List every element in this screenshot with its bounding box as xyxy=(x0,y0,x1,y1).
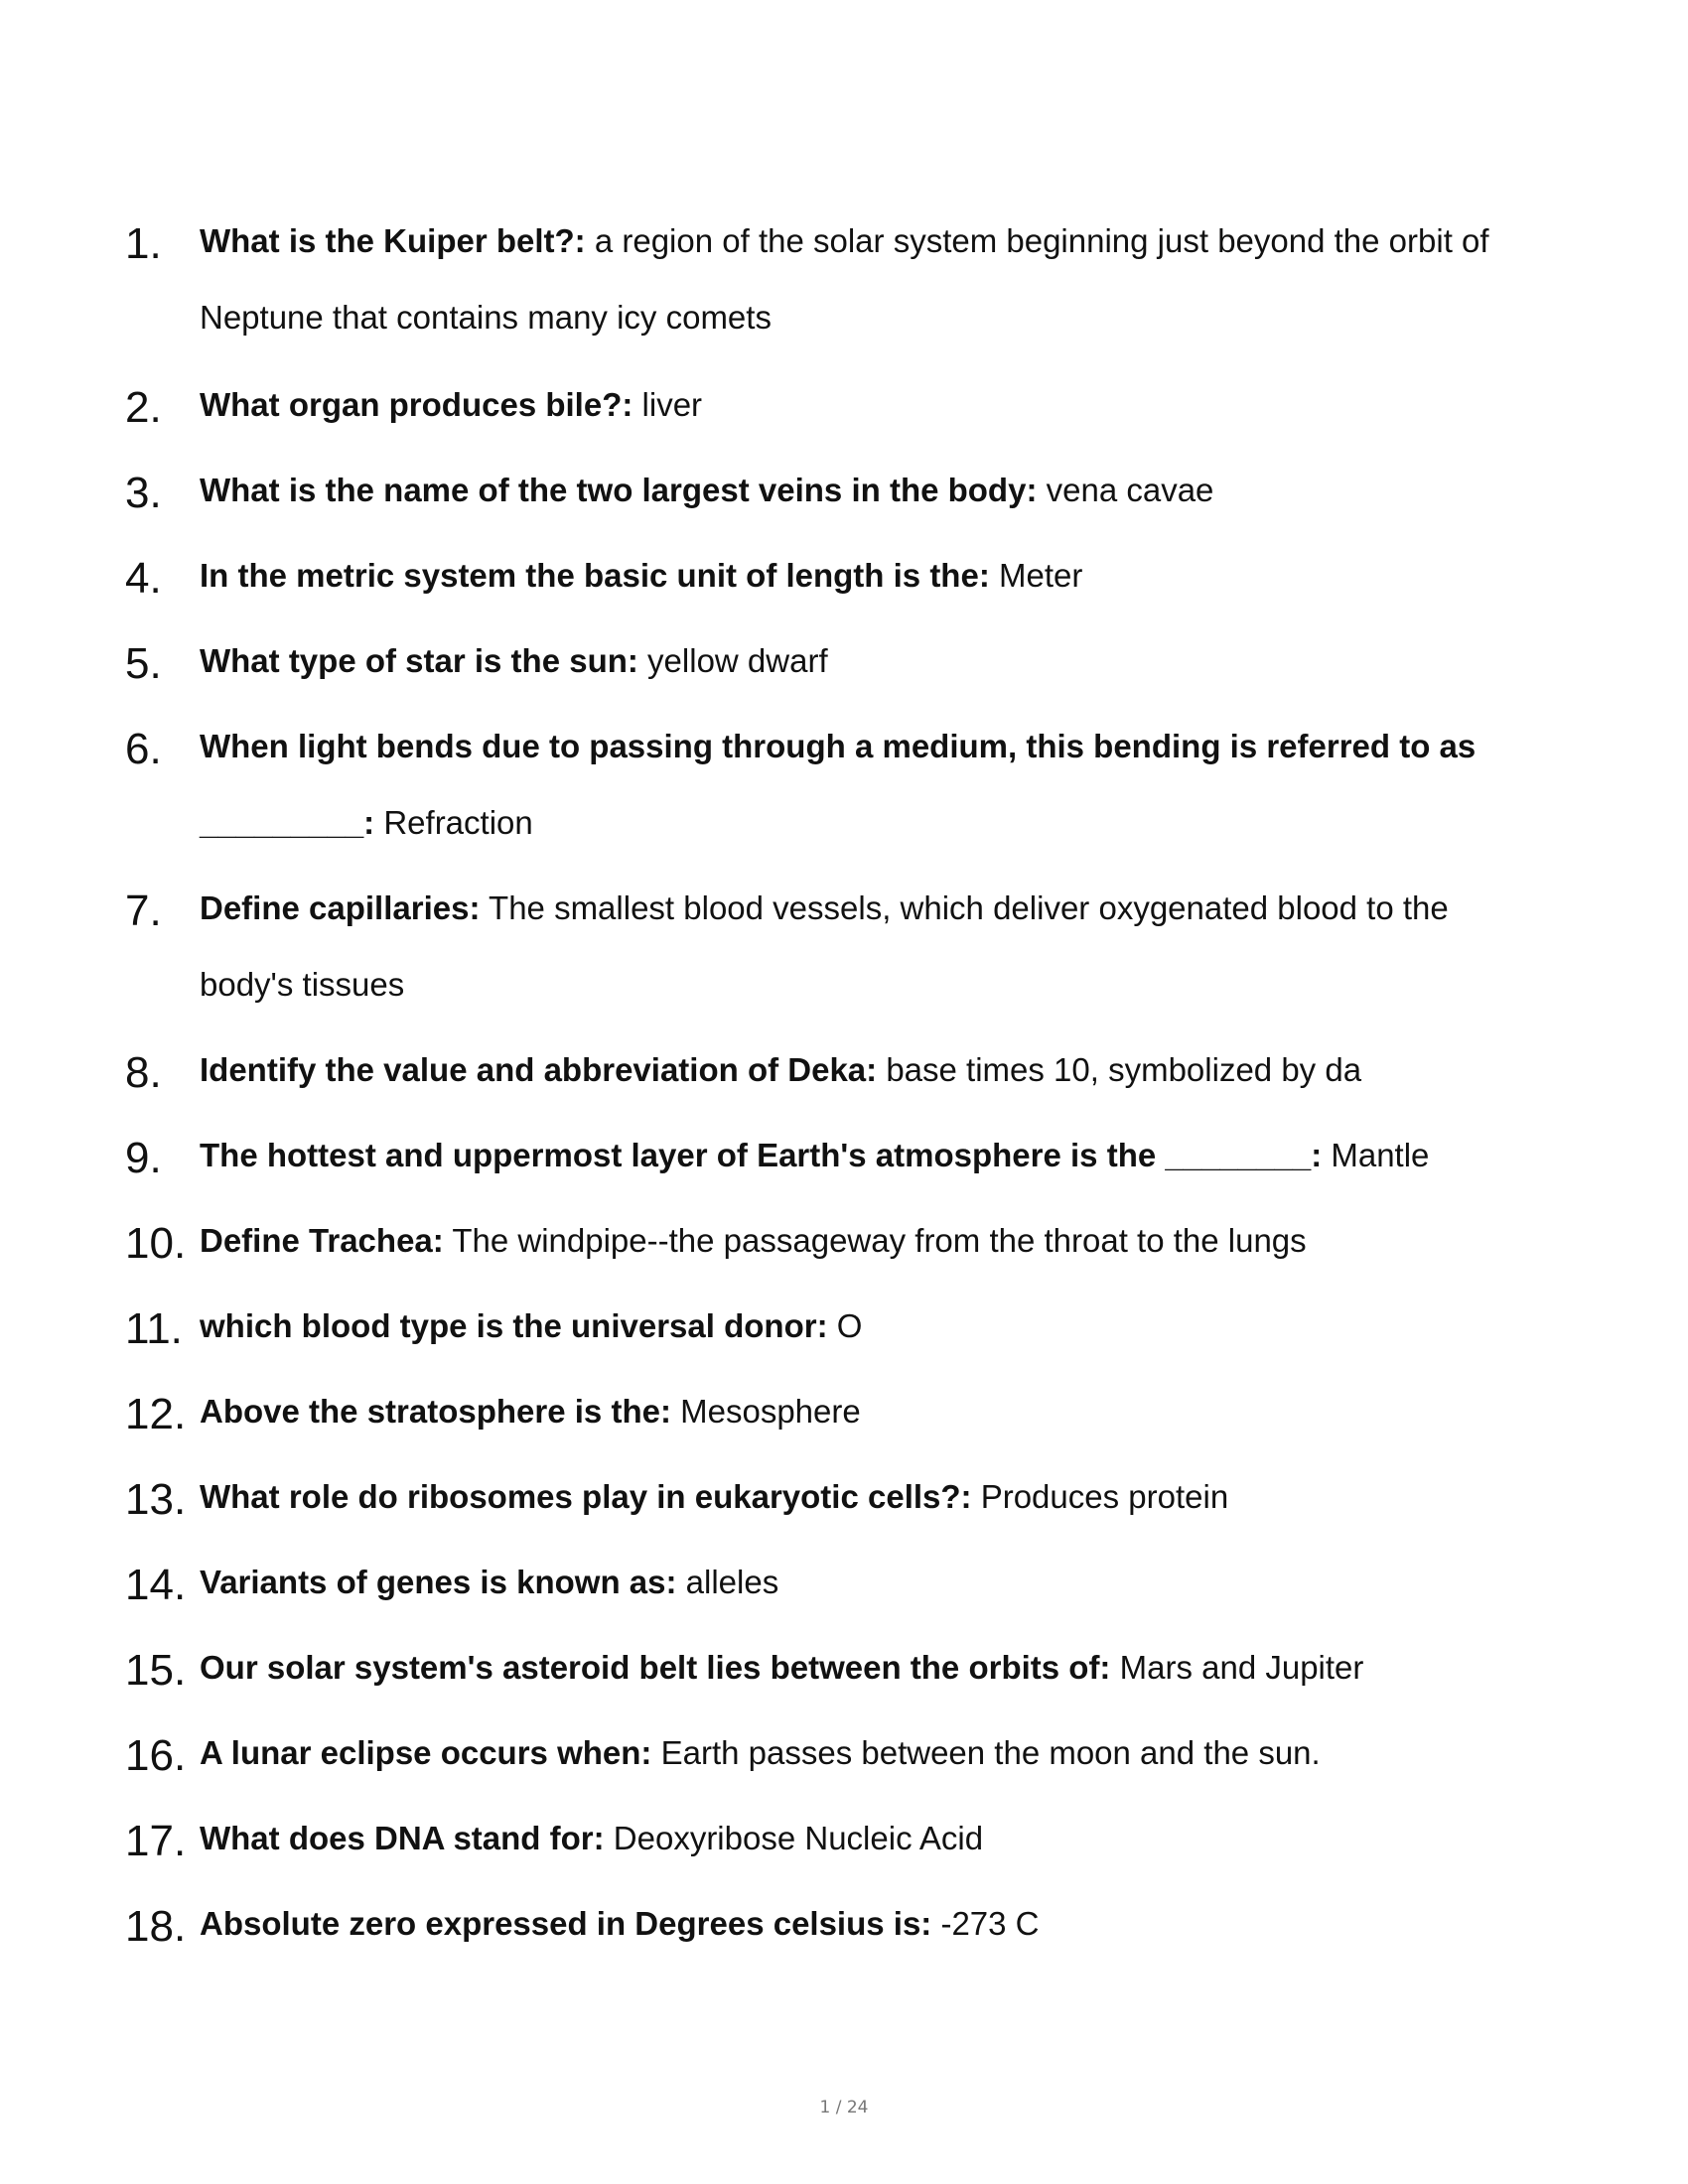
answer-text: alleles xyxy=(685,1564,779,1600)
item-number: 7. xyxy=(125,887,162,935)
answer-text: The windpipe--the passageway from the throat to the lungs xyxy=(452,1222,1307,1259)
answer-text: Mantle xyxy=(1331,1137,1430,1173)
item-text xyxy=(200,1202,1520,1279)
item-text xyxy=(200,1288,1520,1364)
question-text: A lunar eclipse occurs when: xyxy=(200,1734,652,1771)
item-number: 13. xyxy=(125,1475,187,1524)
question-text: What is the Kuiper belt?: xyxy=(200,222,586,259)
answer-text: base times 10, symbolized by da xyxy=(886,1051,1362,1088)
item-number: 17. xyxy=(125,1817,187,1865)
question-text: What is the name of the two largest veins in the body: xyxy=(200,472,1038,508)
item-number: 10. xyxy=(125,1219,187,1268)
item-text xyxy=(200,203,1520,355)
item-text xyxy=(200,366,1520,443)
page-indicator: 1 / 24 xyxy=(819,2098,869,2117)
item-number: 5. xyxy=(125,639,162,688)
question-text: which blood type is the universal donor: xyxy=(200,1307,828,1344)
answer-text: O xyxy=(836,1307,863,1344)
question-text: The hottest and uppermost layer of Earth's atmosphere is the ________: xyxy=(200,1137,1323,1173)
question-text: What type of star is the sun: xyxy=(200,642,638,679)
question-text: What organ produces bile?: xyxy=(200,386,633,423)
question-text: Identify the value and abbreviation of Deka: xyxy=(200,1051,878,1088)
item-text xyxy=(200,1031,1520,1108)
item-number: 14. xyxy=(125,1561,187,1609)
answer-text: Deoxyribose Nucleic Acid xyxy=(613,1820,984,1856)
answer-text: vena cavae xyxy=(1046,472,1214,508)
question-text: In the metric system the basic unit of length is the: xyxy=(200,557,990,594)
item-number: 11. xyxy=(125,1304,183,1353)
answer-text: yellow dwarf xyxy=(647,642,828,679)
answer-text: Meter xyxy=(998,557,1083,594)
item-text xyxy=(200,1458,1520,1535)
answer-text: Produces protein xyxy=(980,1478,1229,1515)
answer-text: Mesosphere xyxy=(680,1393,861,1430)
item-text xyxy=(200,1629,1520,1706)
question-text: Absolute zero expressed in Degrees celsius is: xyxy=(200,1905,932,1942)
item-text xyxy=(200,870,1520,1023)
answer-text: Refraction xyxy=(383,804,533,841)
item-number: 8. xyxy=(125,1048,162,1097)
question-text: When light bends due to passing through a medium, this bending is referred to as _________: xyxy=(200,728,1477,841)
item-text xyxy=(200,1373,1520,1449)
item-number: 6. xyxy=(125,725,162,773)
answer-text: Earth passes between the moon and the sun. xyxy=(660,1734,1321,1771)
item-text xyxy=(200,1117,1520,1193)
item-text xyxy=(200,622,1520,699)
question-text: What role do ribosomes play in eukaryotic cells?: xyxy=(200,1478,972,1515)
item-number: 9. xyxy=(125,1134,162,1182)
question-text: What does DNA stand for: xyxy=(200,1820,605,1856)
item-number: 18. xyxy=(125,1902,187,1951)
answer-text: a region of the solar system beginning just beyond the orbit of Neptune that contains many icy comets xyxy=(200,222,1489,336)
item-number: 3. xyxy=(125,469,162,517)
item-text xyxy=(200,1800,1520,1876)
item-text xyxy=(200,708,1520,861)
item-number: 16. xyxy=(125,1731,187,1780)
item-number: 4. xyxy=(125,554,162,603)
item-text xyxy=(200,1544,1520,1620)
item-number: 15. xyxy=(125,1646,187,1695)
question-text: Define Trachea: xyxy=(200,1222,444,1259)
item-text xyxy=(200,452,1520,528)
answer-text: Mars and Jupiter xyxy=(1119,1649,1364,1686)
answer-text: liver xyxy=(641,386,703,423)
item-text xyxy=(200,1714,1520,1791)
item-number: 12. xyxy=(125,1390,187,1438)
question-text: Our solar system's asteroid belt lies between the orbits of: xyxy=(200,1649,1111,1686)
question-text: Above the stratosphere is the: xyxy=(200,1393,671,1430)
question-text: Variants of genes is known as: xyxy=(200,1564,677,1600)
item-text xyxy=(200,537,1520,614)
answer-text: -273 C xyxy=(940,1905,1040,1942)
answer-text: The smallest blood vessels, which deliver oxygenated blood to the body's tissues xyxy=(200,889,1449,1003)
question-text: Define capillaries: xyxy=(200,889,481,926)
item-number: 1. xyxy=(125,219,162,268)
item-text xyxy=(200,1885,1520,1962)
item-number: 2. xyxy=(125,383,162,432)
